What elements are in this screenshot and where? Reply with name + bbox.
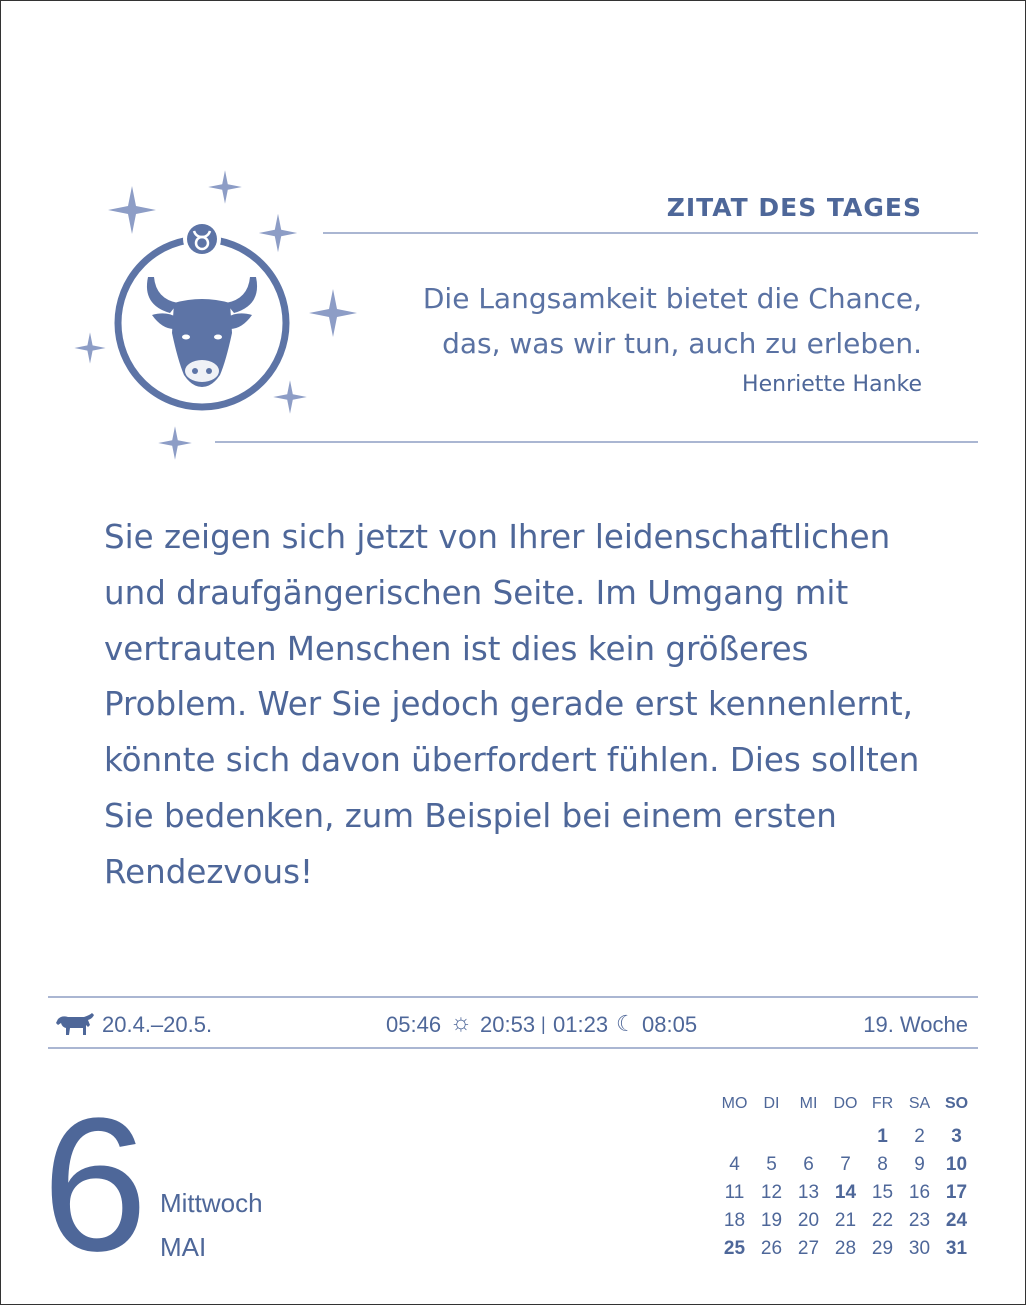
calendar-day: 28 <box>834 1238 857 1259</box>
calendar-weekday-header: MI <box>799 1095 818 1112</box>
calendar-day: 22 <box>871 1210 894 1231</box>
quote-line: das, was wir tun, auch zu erleben. <box>442 327 922 360</box>
calendar-day: 10 <box>945 1154 968 1175</box>
calendar-day: 3 <box>951 1126 962 1147</box>
calendar-day: 1 <box>877 1126 888 1147</box>
moonrise-time: 01:23 <box>553 1012 609 1037</box>
calendar-day: 26 <box>760 1238 783 1259</box>
calendar-day: 25 <box>723 1238 746 1259</box>
quote-author: Henriette Hanke <box>742 372 922 397</box>
info-bottom-rule <box>48 1047 978 1049</box>
info-top-rule <box>48 996 978 998</box>
calendar-day: 15 <box>871 1182 894 1203</box>
calendar-day: 21 <box>834 1210 857 1231</box>
sunset-time: 20:53 <box>480 1012 536 1037</box>
taurus-emblem <box>70 165 370 465</box>
calendar-day: 13 <box>797 1182 820 1203</box>
calendar-day: 27 <box>797 1238 820 1259</box>
quote-top-rule <box>323 232 978 234</box>
month: MAI <box>160 1232 207 1262</box>
moon-icon: ☾ <box>616 1011 636 1036</box>
calendar-day: 5 <box>766 1154 777 1175</box>
moonset-time: 08:05 <box>642 1012 698 1037</box>
quote-bottom-rule <box>215 441 978 443</box>
calendar-day: 18 <box>723 1210 746 1231</box>
day-number: 6 <box>42 1079 148 1291</box>
sunrise-time: 05:46 <box>386 1012 442 1037</box>
bull-silhouette-icon <box>56 1013 96 1037</box>
calendar-day: 6 <box>803 1154 814 1175</box>
calendar-weekday-header: FR <box>871 1095 894 1112</box>
calendar-weekday-header: SA <box>908 1095 931 1112</box>
calendar-day: 16 <box>908 1182 931 1203</box>
calendar-day: 14 <box>834 1182 857 1203</box>
calendar-weekday-header: DO <box>833 1095 858 1112</box>
calendar-day: 11 <box>724 1182 745 1203</box>
calendar-day: 20 <box>797 1210 820 1231</box>
calendar-day: 23 <box>908 1210 931 1231</box>
calendar-day: 17 <box>945 1182 968 1203</box>
calendar-day: 12 <box>760 1182 783 1203</box>
calendar-weekday-header: MO <box>721 1095 748 1112</box>
calendar-day: 8 <box>877 1154 888 1175</box>
calendar-day: 4 <box>729 1154 740 1175</box>
zodiac-range: 20.4.–20.5. <box>102 1012 213 1037</box>
calendar-day: 30 <box>908 1238 931 1259</box>
calendar-day: 2 <box>914 1126 925 1147</box>
calendar-weekday-header: DI <box>763 1095 780 1112</box>
calendar-day: 9 <box>914 1154 925 1175</box>
weekday: Mittwoch <box>160 1188 263 1218</box>
calendar-day: 7 <box>840 1154 851 1175</box>
calendar-day: 19 <box>760 1210 783 1231</box>
calendar-weekday-header: SO <box>944 1095 969 1112</box>
calendar-day: 31 <box>945 1238 968 1259</box>
quote-heading: ZITAT DES TAGES <box>666 193 922 222</box>
calendar-day: 29 <box>871 1238 894 1259</box>
info-row <box>48 1000 976 1046</box>
week-number: 19. Woche <box>863 1012 968 1037</box>
horoscope-text: Sie zeigen sich jetzt von Ihrer leidenschaftlichen und draufgängerischen Seite. Im Umgang mit vertrauten Menschen ist dies kein größeres Problem. Wer Sie jedoch gerade erst kennenlernt, könnte sich davon überfordert fühlen. Dies sollten Sie bedenken, zum Beispiel bei einem ersten Rendezvous! <box>104 518 920 891</box>
quote-text <box>362 276 922 366</box>
calendar-day: 24 <box>945 1210 968 1231</box>
separator: | <box>541 1014 546 1034</box>
quote-line: Die Langsamkeit bietet die Chance, <box>422 282 922 315</box>
sun-icon: ☼ <box>450 1009 472 1036</box>
